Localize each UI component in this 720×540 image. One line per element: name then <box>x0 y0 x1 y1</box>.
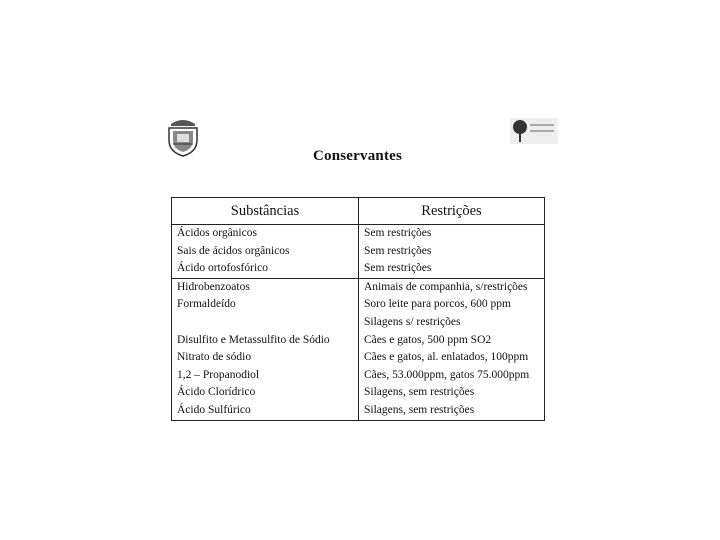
restriction-item: Silagens, sem restrições <box>364 386 475 399</box>
restriction-item: Sem restrições <box>364 227 432 239</box>
substance-item: Disulfito e Metassulfito de Sódio <box>177 333 330 346</box>
column-header-substancias: Substâncias <box>172 198 359 225</box>
table-group <box>172 225 545 279</box>
substance-item: Sais de ácidos orgânicos <box>177 244 290 257</box>
conservantes-table <box>171 197 545 421</box>
restriction-item: Cães e gatos, 500 ppm SO2 <box>364 333 492 346</box>
substance-cell <box>172 225 359 279</box>
restriction-item: Sem restrições <box>364 262 432 275</box>
restriction-item: Cães, 53.000ppm, gatos 75.000ppm <box>364 368 530 381</box>
column-header-restricoes: Restrições <box>359 198 545 225</box>
substance-item: Ácido ortofosfórico <box>177 262 269 275</box>
substance-item: Formaldeído <box>177 298 236 311</box>
restriction-item: Cães e gatos, al. enlatados, 100ppm <box>364 351 529 364</box>
substance-cell <box>172 278 359 420</box>
table-group <box>172 278 545 420</box>
tree-logo-icon <box>510 118 558 144</box>
page-title: Conservantes <box>312 148 403 164</box>
restriction-cell <box>359 225 545 279</box>
substance-item: Ácido Sulfúrico <box>177 403 251 416</box>
restriction-cell <box>359 278 545 420</box>
restriction-item: Animais de companhia, s/restrições <box>364 280 528 293</box>
restriction-item: Silagens s/ restrições <box>364 315 461 328</box>
table-header-row <box>172 198 545 225</box>
substance-item: Ácido Clorídrico <box>177 386 256 399</box>
restriction-item: Silagens, sem restrições <box>364 403 475 416</box>
substance-item <box>172 314 358 332</box>
substance-item: Nitrato de sódio <box>177 351 252 364</box>
substance-item: Hidrobenzoatos <box>177 280 250 293</box>
substance-item: Ácidos orgânicos <box>177 227 257 239</box>
restriction-item: Soro leite para porcos, 600 ppm <box>364 298 511 311</box>
restriction-item: Sem restrições <box>364 244 432 257</box>
substance-item: 1,2 – Propanodiol <box>177 368 260 381</box>
